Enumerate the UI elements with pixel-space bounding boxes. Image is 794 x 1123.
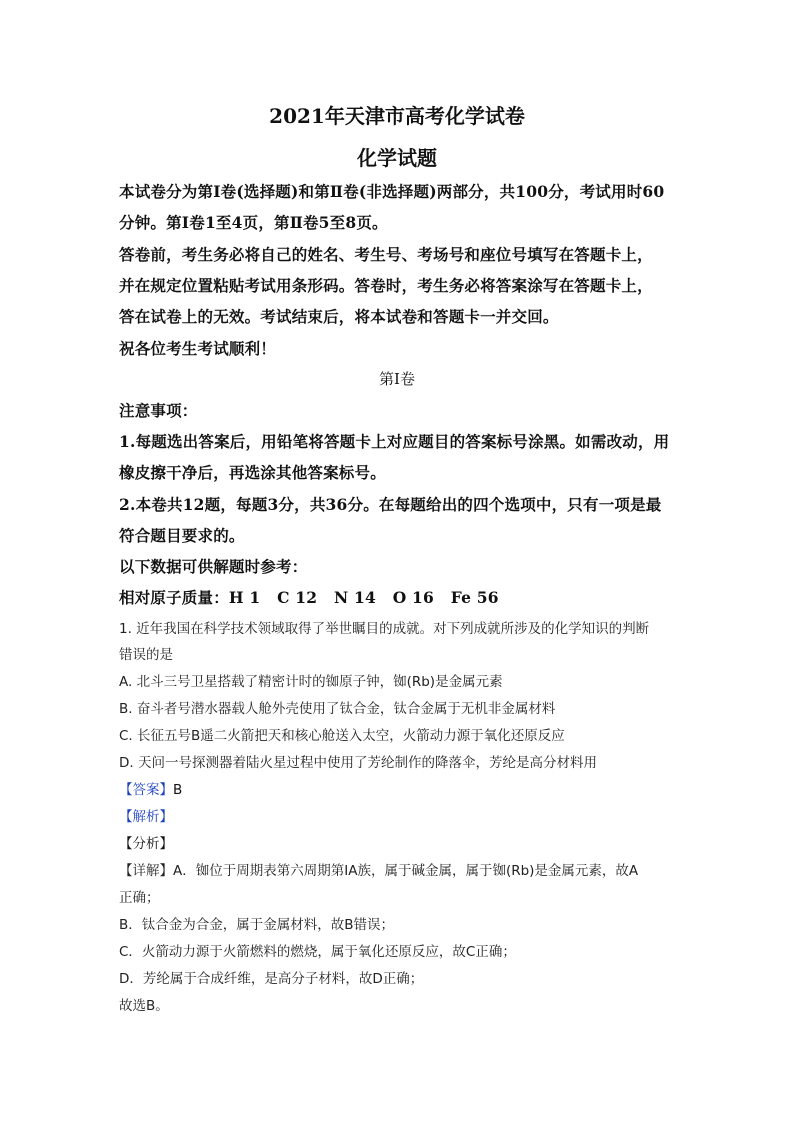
detail-c: C．火箭动力源于火箭燃料的燃烧，属于氧化还原反应，故C正确； (119, 944, 516, 960)
detail-d: D．芳纶属于合成纤维，是高分子材料，故D正确； (119, 971, 424, 987)
notice-2a: 2.本卷共12题，每题3分，共36分。在每题给出的四个选项中，只有一项是最 (119, 495, 662, 514)
atomic-masses: 相对原子质量：H 1 C 12 N 14 O 16 Fe 56 (119, 588, 499, 607)
question-stem-a: 1. 近年我国在科学技术领域取得了举世瞩目的成就。对下列成就所涉及的化学知识的判断 (119, 621, 650, 637)
notice-1a: 1.每题选出答案后，用铅笔将答题卡上对应题目的答案标号涂黑。如需改动，用 (119, 432, 670, 451)
notice-1b: 橡皮擦干净后，再选涂其他答案标号。 (119, 463, 386, 482)
option-b: B. 奋斗者号潜水器载人舱外壳使用了钛合金，钛合金属于无机非金属材料 (119, 701, 556, 717)
intro-line-2: 分钟。第Ⅰ卷1至4页，第Ⅱ卷5至8页。 (119, 213, 388, 232)
answer-label: 【答案】 (119, 782, 173, 798)
detail-a2: 正确； (119, 890, 160, 906)
answer-line (119, 778, 182, 798)
detail-a1: A．铷位于周期表第六周期第ⅠA族，属于碱金属，属于铷(Rb)是金属元素，故A (173, 863, 639, 879)
section-heading: 第Ⅰ卷 (379, 370, 415, 388)
intro-line-1: 本试卷分为第Ⅰ卷(选择题)和第Ⅱ卷(非选择题)两部分，共100分，考试用时60 (119, 182, 665, 201)
intro-line-3: 答卷前，考生务必将自己的姓名、考生号、考场号和座位号填写在答题卡上， (119, 245, 653, 264)
page-title: 2021年天津市高考化学试卷 (269, 104, 525, 128)
conclusion: 故选B。 (119, 998, 169, 1014)
reference-title: 以下数据可供解题时参考： (119, 557, 308, 576)
question-stem-b: 错误的是 (119, 647, 173, 663)
detail-label: 【详解】 (119, 863, 173, 879)
notice-2b: 符合题目要求的。 (119, 526, 245, 545)
detail-b: B．钛合金为合金，属于金属材料，故B错误； (119, 917, 395, 933)
intro-line-6: 祝各位考生考试顺利！ (119, 339, 277, 358)
detail-line-a1 (119, 859, 638, 879)
analysis-label: 【解析】 (119, 809, 173, 825)
option-a: A. 北斗三号卫星搭载了精密计时的铷原子钟，铷(Rb)是金属元素 (119, 674, 503, 690)
option-c: C. 长征五号B遥二火箭把天和核心舱送入太空，火箭动力源于氧化还原反应 (119, 728, 565, 744)
notice-title: 注意事项： (119, 401, 198, 420)
page-subtitle: 化学试题 (357, 146, 437, 170)
intro-line-5: 答在试卷上的无效。考试结束后，将本试卷和答题卡一并交回。 (119, 307, 559, 326)
fenxi-label: 【分析】 (119, 836, 173, 852)
intro-line-4: 并在规定位置粘贴考试用条形码。答卷时，考生务必将答案涂写在答题卡上， (119, 276, 653, 295)
answer-value: B (173, 782, 183, 798)
option-d: D. 天问一号探测器着陆火星过程中使用了芳纶制作的降落伞，芳纶是高分材料用 (119, 755, 597, 771)
